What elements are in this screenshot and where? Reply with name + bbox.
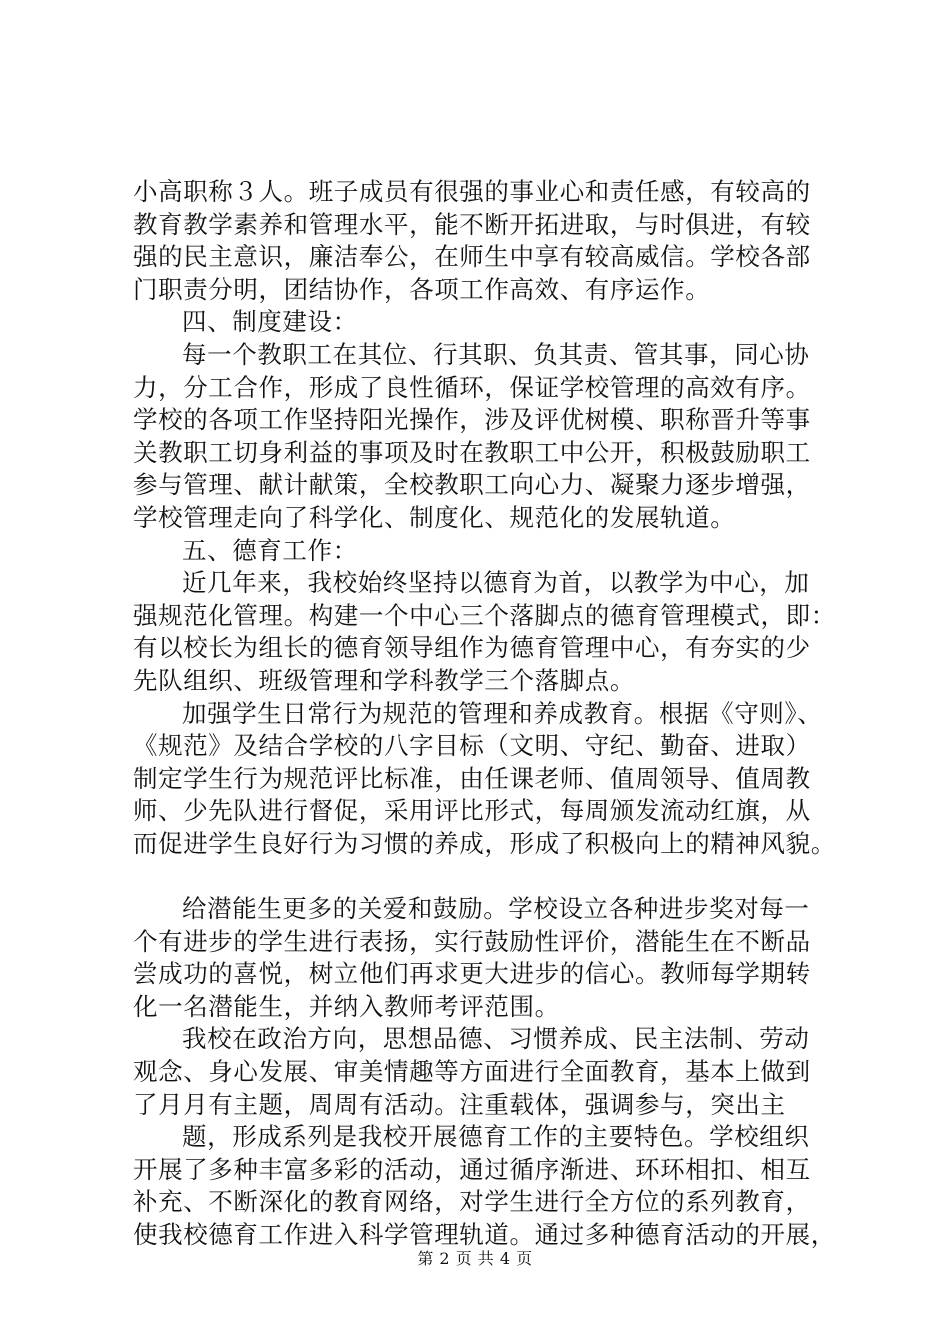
text-line: 小高职称３人。班子成员有很强的事业心和责任感，有较高的 [133, 177, 811, 206]
text-line: 近几年来，我校始终坚持以德育为首，以教学为中心，加 [182, 568, 810, 598]
blank-line [133, 860, 833, 893]
text-line: 《规范》及结合学校的八字目标（文明、守纪、勤奋、进取） [133, 731, 811, 761]
text-line: 加强学生日常行为规范的管理和养成教育。根据《守则》、 [182, 698, 823, 728]
text-line: 个有进步的学生进行表扬，实行鼓励性评价，潜能生在不断品 [133, 926, 811, 956]
text-line: 四、制度建设： [182, 307, 358, 337]
text-line: 五、德育工作： [182, 535, 358, 565]
text-line: 每一个教职工在其位、行其职、负其责、管其事，同心协 [182, 339, 810, 369]
text-line: 我校在政治方向，思想品德、习惯养成、民主法制、劳动 [182, 1024, 810, 1054]
page-footer: 第 2 页 共 4 页 [417, 1249, 533, 1268]
text-line: 题，形成系列是我校开展德育工作的主要特色。学校组织 [182, 1122, 810, 1152]
text-line: 观念、身心发展、审美情趣等方面进行全面教育，基本上做到 [133, 1057, 811, 1087]
text-line: 师、少先队进行督促，采用评比形式，每周颁发流动红旗，从 [133, 796, 811, 826]
text-line: 力，分工合作，形成了良性循环，保证学校管理的高效有序。 [133, 372, 811, 402]
text-line: 门职责分明，团结协作，各项工作高效、有序运作。 [133, 274, 711, 304]
text-line: 参与管理、献计献策，全校教职工向心力、凝聚力逐步增强， [133, 470, 811, 500]
text-line: 尝成功的喜悦，树立他们再求更大进步的信心。教师每学期转 [133, 959, 811, 989]
text-line: 学校管理走向了科学化、制度化、规范化的发展轨道。 [133, 502, 736, 532]
text-line: 学校的各项工作坚持阳光操作，涉及评优树模、职称晋升等事 [133, 405, 811, 435]
text-line: 教育教学素养和管理水平，能不断开拓进取，与时俱进，有较 [133, 209, 811, 239]
text-line: 使我校德育工作进入科学管理轨道。通过多种德育活动的开展， [133, 1220, 836, 1249]
text-line: 先队组织、班级管理和学科教学三个落脚点。 [133, 665, 635, 695]
text-line: 给潜能生更多的关爱和鼓励。学校设立各种进步奖对每一 [182, 894, 810, 924]
text-line: 关教职工切身利益的事项及时在教职工中公开，积极鼓励职工 [133, 437, 811, 467]
text-line: 有以校长为组长的德育领导组作为德育管理中心，有夯实的少 [133, 633, 811, 663]
text-line: 了月月有主题，周周有活动。注重载体，强调参与，突出主 [133, 1089, 786, 1119]
text-line: 制定学生行为规范评比标准，由任课老师、值周领导、值周教 [133, 763, 811, 793]
text-line: 补充、不断深化的教育网络，对学生进行全方位的系列教育， [133, 1187, 811, 1217]
text-line: 强的民主意识，廉洁奉公，在师生中享有较高威信。学校各部 [133, 242, 811, 272]
text-line: 强规范化管理。构建一个中心三个落脚点的德育管理模式，即： [133, 600, 836, 630]
document-body [133, 176, 836, 1252]
text-line: 化一名潜能生，并纳入教师考评范围。 [133, 991, 560, 1021]
text-line: 而促进学生良好行为习惯的养成，形成了积极向上的精神风貌。 [133, 828, 836, 858]
text-line: 开展了多种丰富多彩的活动，通过循序渐进、环环相扣、相互 [133, 1154, 811, 1184]
